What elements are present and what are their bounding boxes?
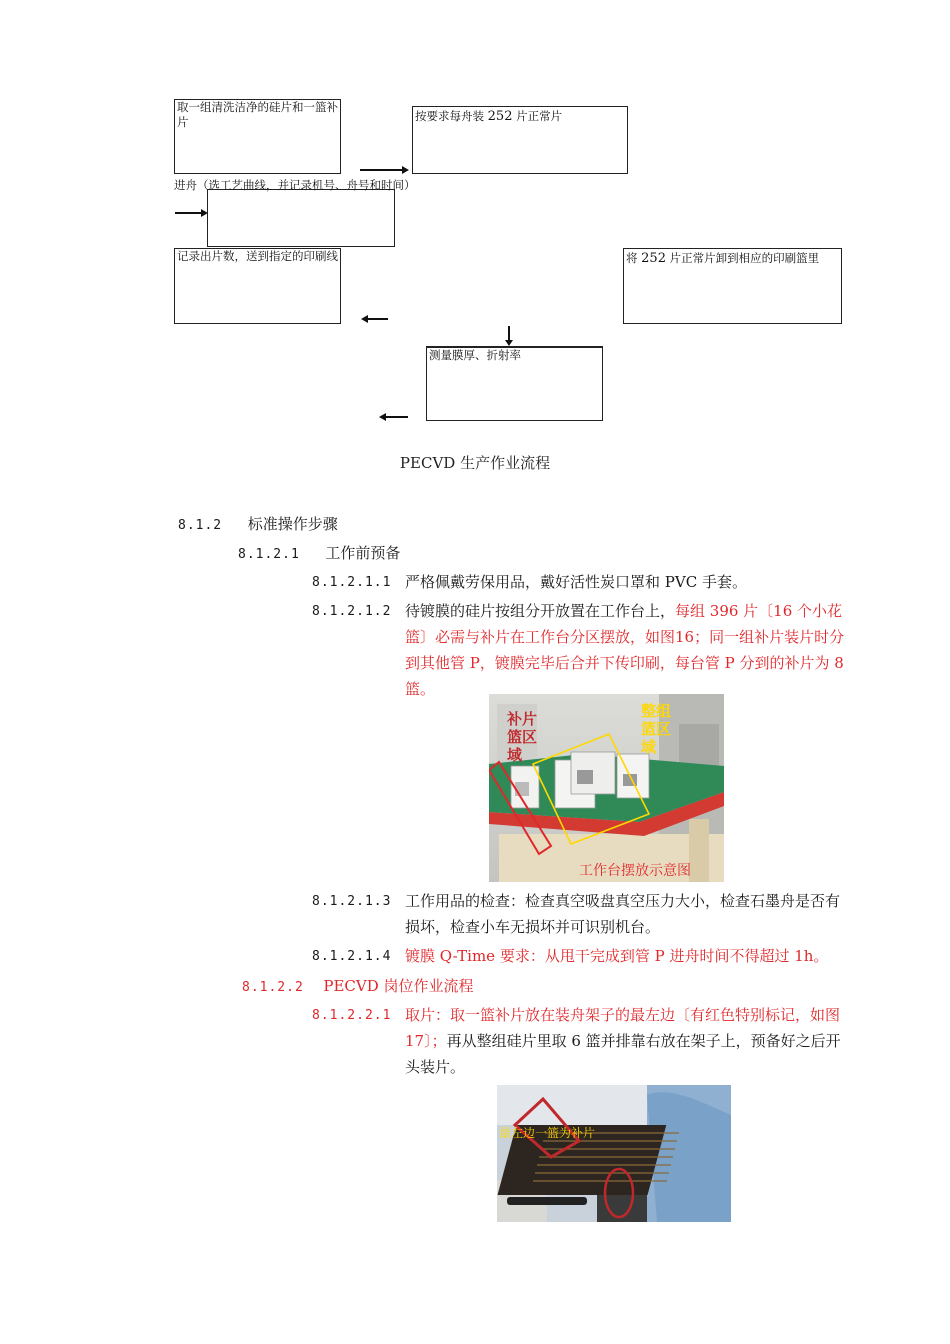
arrow-right-icon <box>173 207 209 219</box>
item-number: 8.1.2.2.1 <box>312 1008 392 1023</box>
item-text-black: 待镀膜的硅片按组分开放置在工作台上， <box>405 602 676 620</box>
figure-16-workbench-photo <box>489 694 724 882</box>
flow-box-take-wafers <box>174 99 341 174</box>
flow-load-count: 252 <box>487 109 513 124</box>
item-text-red: 每组 396 片〔16 个小花篮〕必需与补片在工作台分区摆放，如图16；同一组补片装片时分到其他管 P，镀膜完毕后合并下传印刷，每台管 P 分到的补片为 8 篮。 <box>405 602 845 698</box>
flow-box-measure <box>426 346 603 421</box>
flow-record-text: 记录出片数，送到指定的印刷线 <box>177 249 338 263</box>
item-text-black: 再从整组硅片里取 6 篮并排靠右放在架子上，预备好之后开头装片。 <box>405 1032 841 1076</box>
section-8-1-2-2 <box>242 973 474 1001</box>
figure-17-label: 最左边一篮为补片 <box>499 1126 596 1140</box>
section-number: 8.1.2 <box>178 518 223 533</box>
item-text: 工作用品的检查：检查真空吸盘真空压力大小，检查石墨舟是否有损坏，检查小车无损坏并可识别机台。 <box>405 892 841 936</box>
section-number: 8.1.2.1 <box>238 547 300 562</box>
item-text: 严格佩戴劳保用品，戴好活性炭口罩和 PVC 手套。 <box>405 573 747 591</box>
flow-measure-text: 测量膜厚、折射率 <box>429 348 521 362</box>
figure-16-label-right: 整组篮区域 <box>641 702 672 756</box>
item-text-red: 镀膜 Q-Time 要求：从甩干完成到管 P 进舟时间不得超过 1h。 <box>405 947 829 965</box>
arrow-right-icon <box>358 164 410 176</box>
arrow-left-icon <box>360 313 390 325</box>
flow-load-prefix: 按要求每舟装 <box>415 109 484 123</box>
item-number: 8.1.2.1.1 <box>312 575 392 590</box>
loading-rack-illustration <box>497 1085 731 1222</box>
item-number: 8.1.2.1.3 <box>312 894 392 909</box>
flow-unload-count: 252 <box>641 251 666 266</box>
item-number: 8.1.2.1.4 <box>312 949 392 964</box>
section-title: PECVD 岗位作业流程 <box>323 977 474 995</box>
flow-unload-suffix: 片正常片卸到相应的印刷篮里 <box>669 251 820 265</box>
flow-load-suffix: 片正常片 <box>516 109 563 123</box>
item-text-red: 取片：取一篮补片放在装舟架子的最左边〔有红色特别标记，如图 17〕； <box>405 1006 841 1050</box>
item-text-8-1-2-2-1 <box>405 1002 845 1080</box>
flow-enter-boat-text: 进舟（选工艺曲线，并记录机号、舟号和时间） <box>174 178 416 192</box>
flow-box-unload <box>623 248 842 324</box>
arrow-down-icon <box>503 325 515 347</box>
section-title: 工作前预备 <box>325 544 401 562</box>
section-number: 8.1.2.2 <box>242 980 304 995</box>
flow-box-take-text: 取一组清洗洁净的硅片和一篮补片 <box>177 100 338 129</box>
flow-box-enter-boat <box>207 189 395 247</box>
section-8-1-2 <box>178 511 338 539</box>
flow-box-record-output <box>174 248 341 324</box>
flow-box-load-boat <box>412 106 628 174</box>
item-number: 8.1.2.1.2 <box>312 604 392 619</box>
figure-16-label-left: 补片篮区域 <box>507 710 538 764</box>
figure-16-caption: 工作台摆放示意图 <box>579 863 691 879</box>
flow-unload-prefix: 将 <box>626 251 638 265</box>
figure-17-loading-photo <box>497 1085 731 1222</box>
section-8-1-2-1 <box>238 540 400 568</box>
item-text-8-1-2-1-2 <box>405 598 845 702</box>
flowchart-caption: PECVD 生产作业流程 <box>399 454 551 472</box>
section-title: 标准操作步骤 <box>247 515 338 533</box>
arrow-left-icon <box>378 411 410 423</box>
workbench-illustration <box>489 694 724 882</box>
